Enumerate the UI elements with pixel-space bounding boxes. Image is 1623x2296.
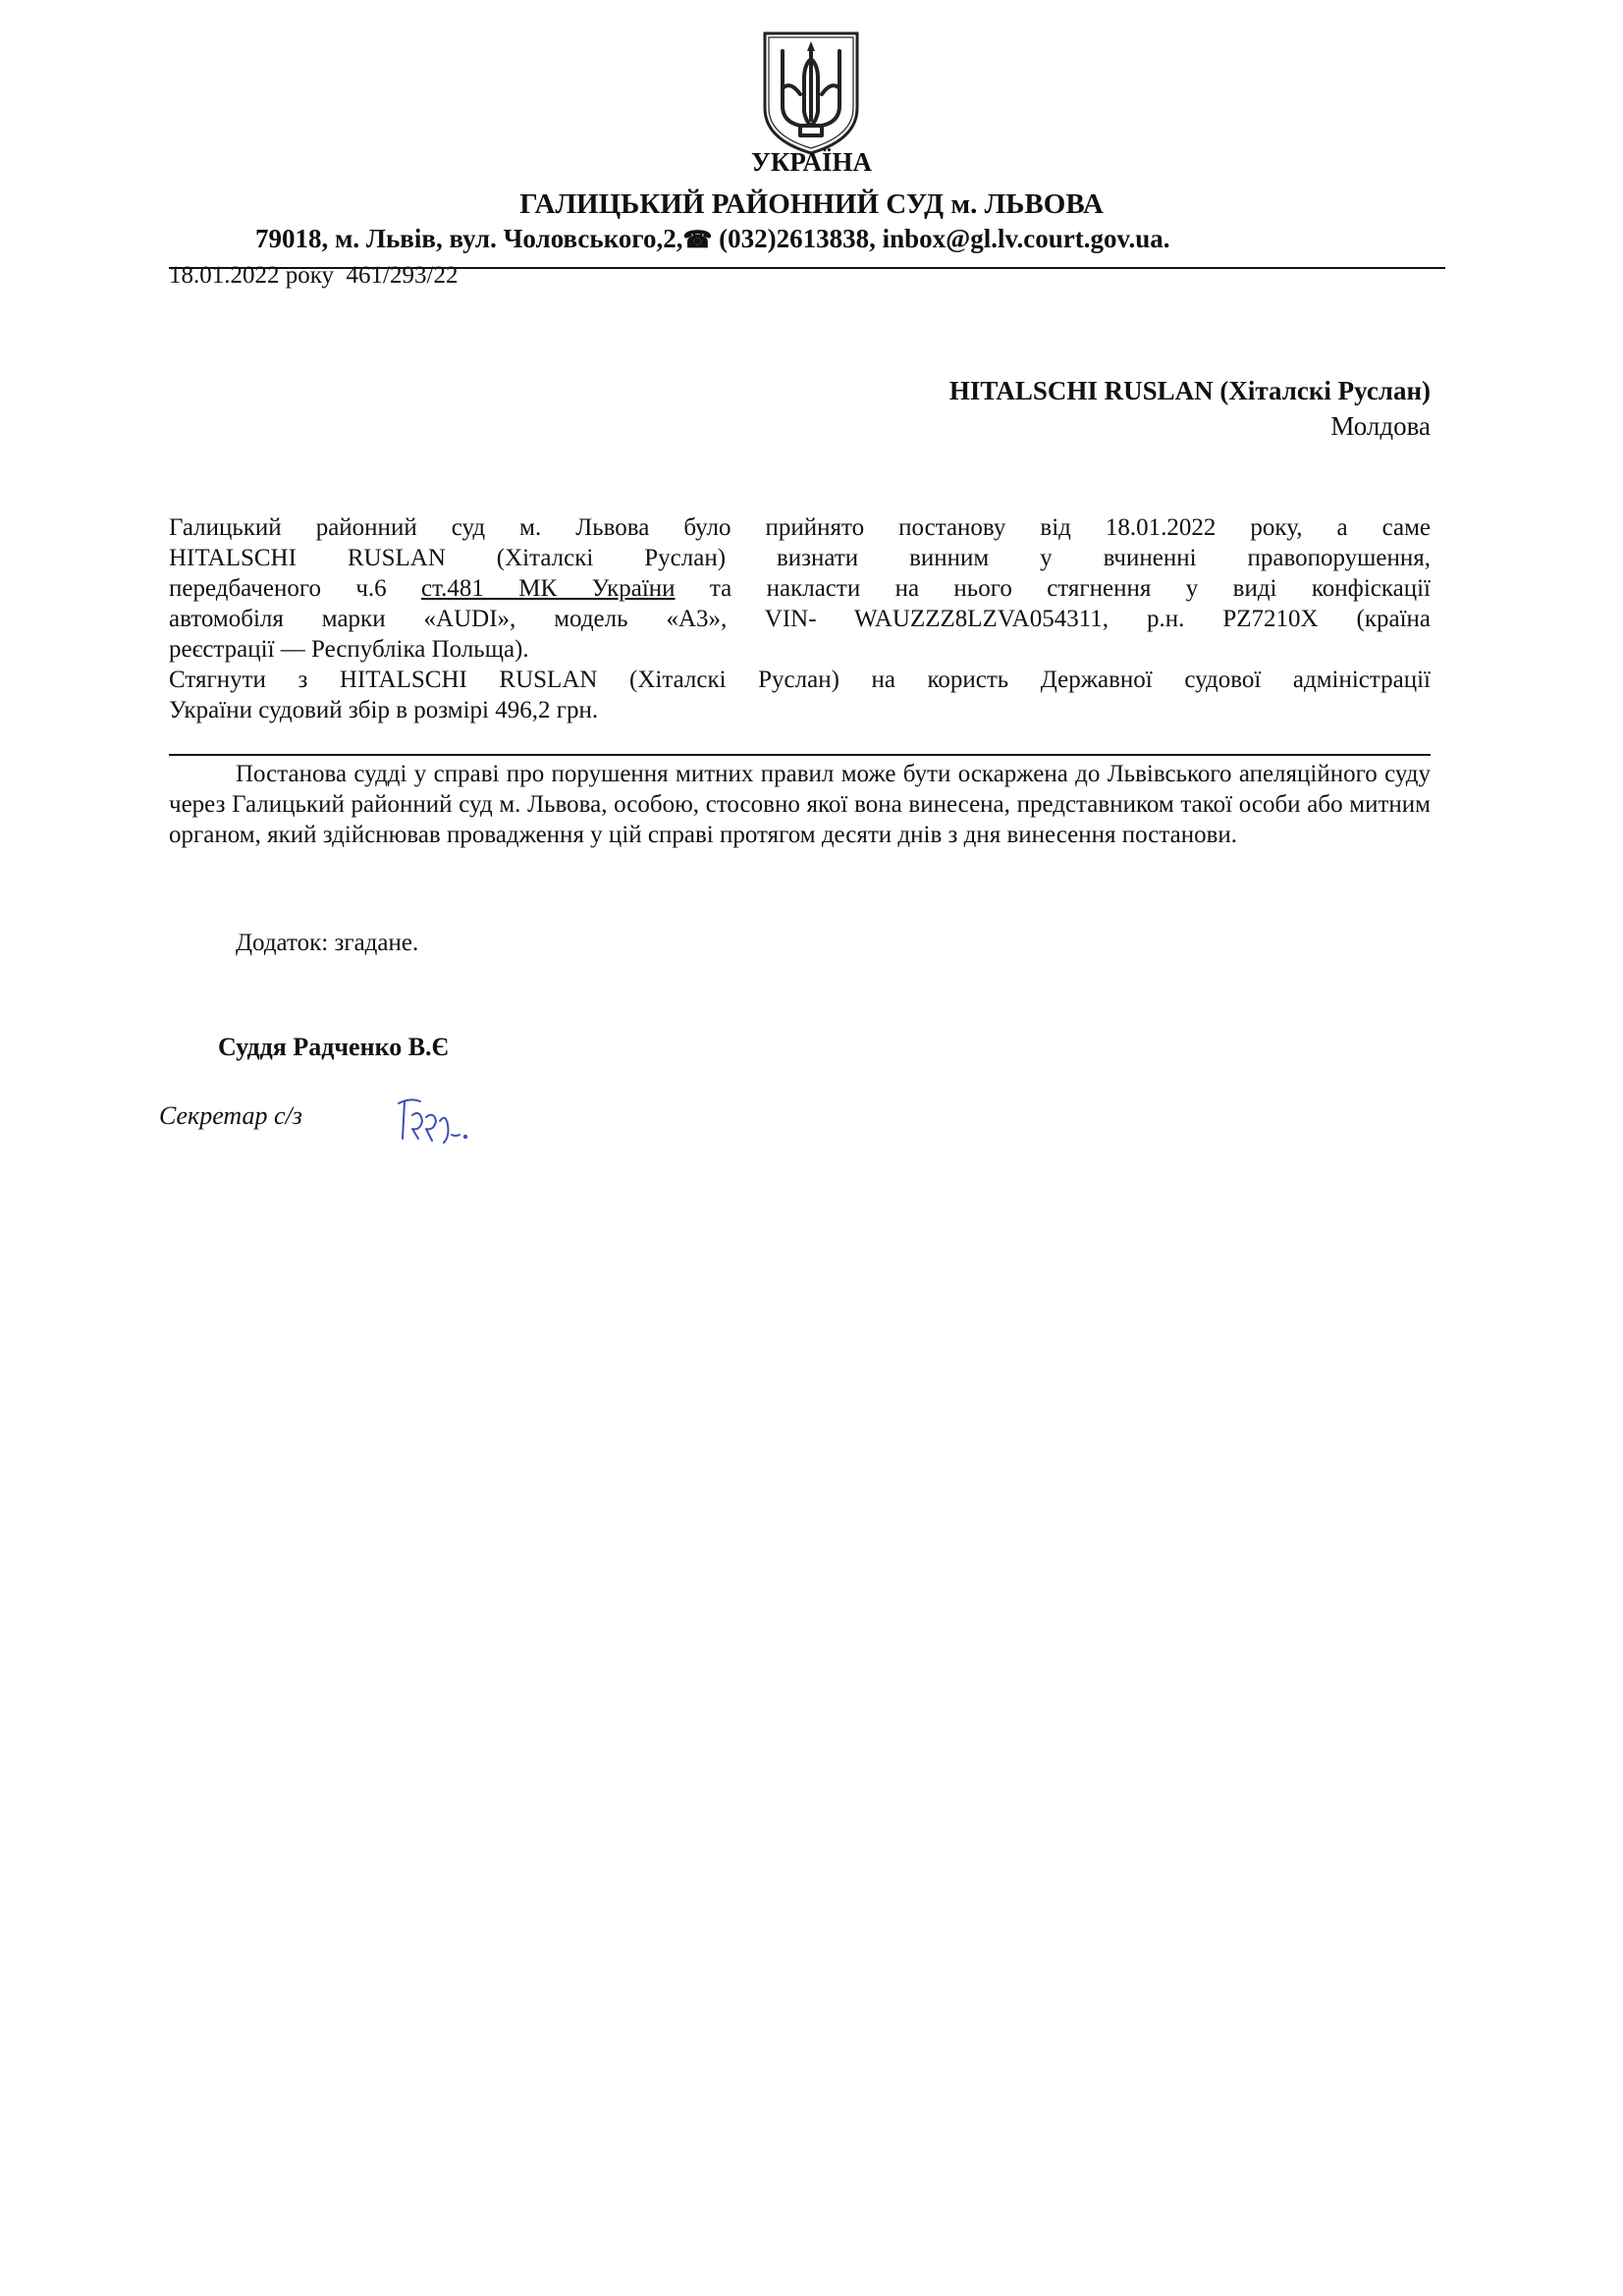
secretary-label: Секретар с/з <box>159 1101 302 1130</box>
addressee-name: HITALSCHI RUSLAN (Хіталскі Руслан) <box>948 376 1431 405</box>
address-text: 79018, м. Львів, вул. Чоловського,2, <box>255 224 683 253</box>
paragraph-line: України судовий збір в розмірі 496,2 грн. <box>169 697 599 723</box>
line-text: передбаченого ч.6 <box>169 575 422 602</box>
coat-of-arms-emblem <box>761 29 861 157</box>
paragraph-line: HITALSCHI RUSLAN (Хіталскі Руслан) визнати винним у вчиненні правопорушення, <box>169 545 1431 571</box>
paragraph-line: Стягнути з HITALSCHI RUSLAN (Хіталскі Руслан) на користь Державної судової адміністрації <box>169 667 1431 693</box>
addressee-block <box>949 373 1431 444</box>
paragraph-line: Галицький районний суд м. Львова було прийнято постанову від 18.01.2022 року, а саме <box>169 514 1431 541</box>
judge-signature-line: Суддя Радченко В.Є <box>218 1033 450 1061</box>
paragraph-line: реєстрації — Республіка Польща). <box>169 636 529 663</box>
court-address <box>255 224 1170 254</box>
appeal-paragraph: Постанова судді у справі про порушення митних правил може бути оскаржена до Львівського апеляційного суду через Галицький районний суд м. Львова, особою, стосовно якої вона винесена, представником такої особи або митним органом, який здійснював провадження у цій справі протягом десяти днів з дня винесення постанови. <box>169 761 1431 848</box>
addressee-country: Молдова <box>1330 411 1431 441</box>
paragraph-line: автомобіля марки «AUDI», модель «A3», VIN- WAUZZZ8LZVA054311, р.н. PZ7210X (країна <box>169 606 1431 632</box>
law-article-reference: ст.481 МК України <box>421 575 676 602</box>
paragraph-line <box>169 573 1431 604</box>
section-rule <box>169 754 1431 756</box>
country-heading: УКРАЇНА <box>751 147 872 177</box>
court-name-heading: ГАЛИЦЬКИЙ РАЙОННИЙ СУД м. ЛЬВОВА <box>519 188 1104 220</box>
resolution-paragraph <box>169 512 1431 725</box>
line-text: та накласти на нього стягнення у виді конфіскації <box>675 575 1431 602</box>
reference-number: 461/293/22 <box>346 262 459 289</box>
reference-line <box>169 262 458 290</box>
phone-email-text: (032)2613838, inbox@gl.lv.court.gov.ua. <box>712 224 1170 253</box>
reference-date: 18.01.2022 року <box>169 262 335 289</box>
handwritten-signature <box>391 1092 479 1150</box>
phone-icon: ☎ <box>682 228 713 253</box>
attachment-note: Додаток: згадане. <box>236 930 419 956</box>
